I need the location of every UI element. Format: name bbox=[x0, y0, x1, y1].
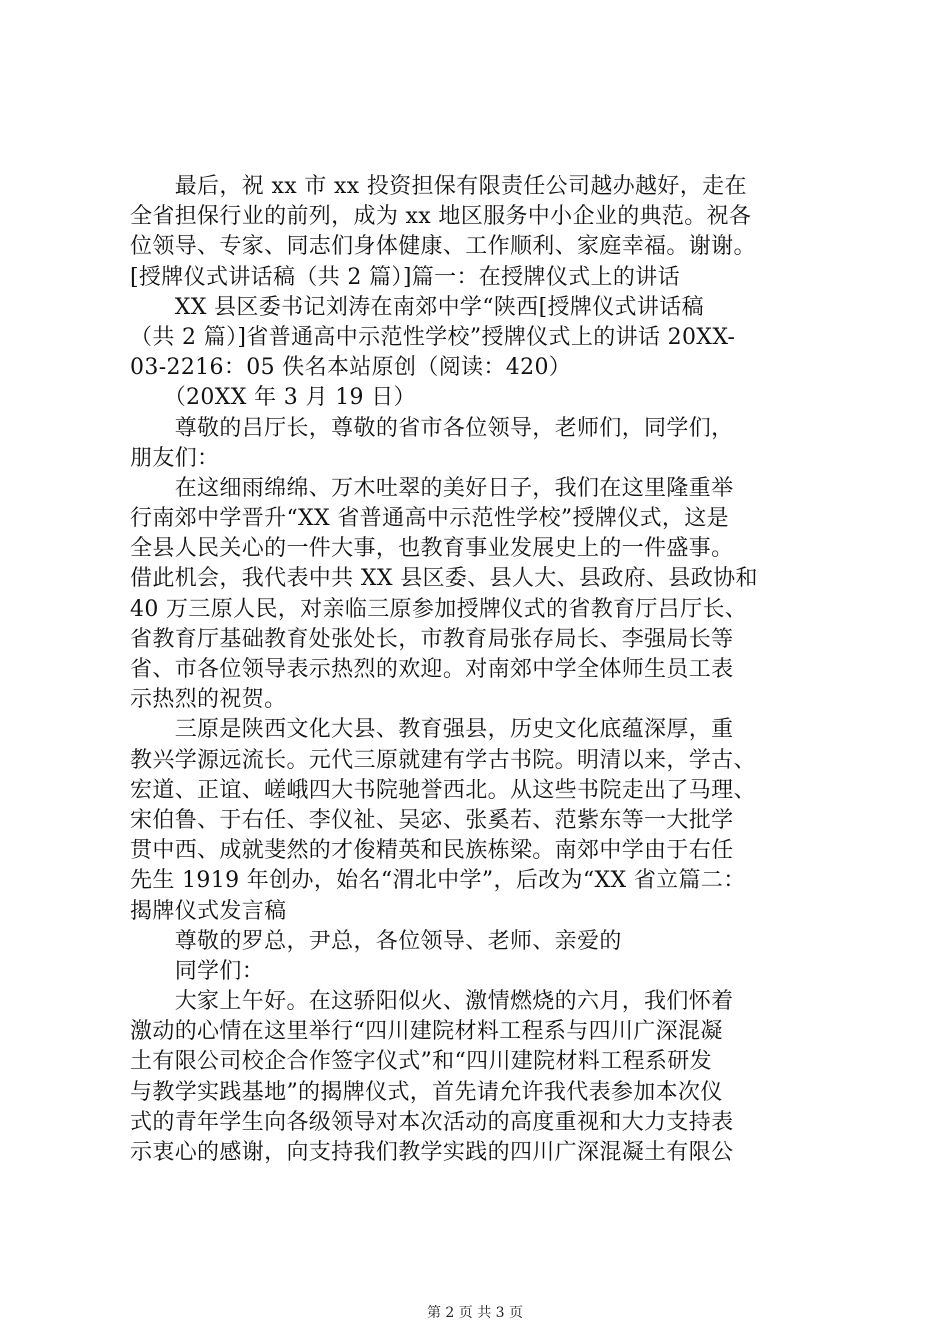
text-line: 宏道、正谊、嵯峨四大书院驰誉西北。从这些书院走出了马理、 bbox=[130, 777, 756, 803]
text-line: 40 万三原人民，对亲临三原参加授牌仪式的省教育厅吕厅长、 bbox=[130, 596, 748, 622]
text-line: 全省担保行业的前列，成为 xx 地区服务中小企业的典范。祝各 bbox=[130, 204, 752, 230]
text-line: 激动的心情在这里举行“四川建院材料工程系与四川广深混凝 bbox=[130, 1019, 723, 1045]
text-line: 行南郊中学晋升“XX 省普通高中示范性学校”授牌仪式，这是 bbox=[130, 506, 729, 532]
text-line: 03-2216：05 佚名本站原创（阅读：420） bbox=[130, 355, 572, 381]
text-line: [授牌仪式讲话稿（共 2 篇）]篇一：在授牌仪式上的讲话 bbox=[130, 264, 680, 290]
text-line: 尊敬的罗总，尹总，各位领导、老师、亲爱的 bbox=[130, 928, 622, 954]
text-line: 贯中西、成就斐然的才俊精英和民族栋梁。南郊中学由于右任 bbox=[130, 838, 734, 864]
text-line: 省、市各位领导表示热烈的欢迎。对南郊中学全体师生员工表 bbox=[130, 657, 734, 682]
text-line: 大家上午好。在这骄阳似火、激情燃烧的六月，我们怀着 bbox=[130, 989, 734, 1015]
document-body bbox=[130, 172, 830, 1168]
text-line: 土有限公司校企合作签字仪式”和“四川建院材料工程系研发 bbox=[130, 1049, 712, 1075]
text-line: 最后，祝 xx 市 xx 投资担保有限责任公司越办越好，走在 bbox=[130, 174, 747, 199]
text-line: 全县人民关心的一件大事，也教育事业发展史上的一件盛事。 bbox=[130, 536, 734, 562]
text-line: （共 2 篇）]省普通高中示范性学校”授牌仪式上的讲话 20XX- bbox=[130, 324, 736, 350]
text-line: （20XX 年 3 月 19 日） bbox=[130, 385, 416, 411]
text-line: 式的青年学生向各级领导对本次活动的高度重视和大力支持表 bbox=[130, 1109, 734, 1135]
text-line: 位领导、专家、同志们身体健康、工作顺利、家庭幸福。谢谢。 bbox=[130, 234, 756, 260]
text-line: 先生 1919 年创办，始名“渭北中学”，后改为“XX 省立篇二： bbox=[130, 868, 746, 894]
text-line: 同学们： bbox=[130, 958, 265, 984]
text-line: XX 县区委书记刘涛在南郊中学“陕西[授牌仪式讲话稿 bbox=[130, 294, 704, 320]
text-line: 揭牌仪式发言稿 bbox=[130, 898, 287, 924]
text-line: 在这细雨绵绵、万木吐翠的美好日子，我们在这里隆重举 bbox=[130, 475, 734, 501]
page-footer bbox=[0, 1302, 950, 1322]
text-line: 宋伯鲁、于右任、李仪祉、吴宓、张奚若、范紫东等一大批学 bbox=[130, 807, 734, 833]
text-line: 教兴学源远流长。元代三原就建有学古书院。明清以来，学古、 bbox=[130, 747, 756, 773]
text-line: 示热烈的祝贺。 bbox=[130, 687, 287, 713]
text-line: 朋友们： bbox=[130, 445, 220, 471]
text-line: 省教育厅基础教育处张处长，市教育局张存局长、李强局长等 bbox=[130, 626, 734, 652]
text-line: 尊敬的吕厅长，尊敬的省市各位领导，老师们，同学们， bbox=[130, 415, 734, 441]
text-line: 三原是陕西文化大县、教育强县，历史文化底蕴深厚，重 bbox=[130, 717, 734, 743]
text-line: 与教学实践基地”的揭牌仪式，首先请允许我代表参加本次仪 bbox=[130, 1079, 723, 1105]
page-number-label: 第 2 页 共 3 页 bbox=[426, 1305, 524, 1321]
text-line: 示衷心的感谢，向支持我们教学实践的四川广深混凝土有限公 bbox=[130, 1140, 734, 1165]
text-line: 借此机会，我代表中共 XX 县区委、县人大、县政府、县政协和 bbox=[130, 566, 758, 592]
